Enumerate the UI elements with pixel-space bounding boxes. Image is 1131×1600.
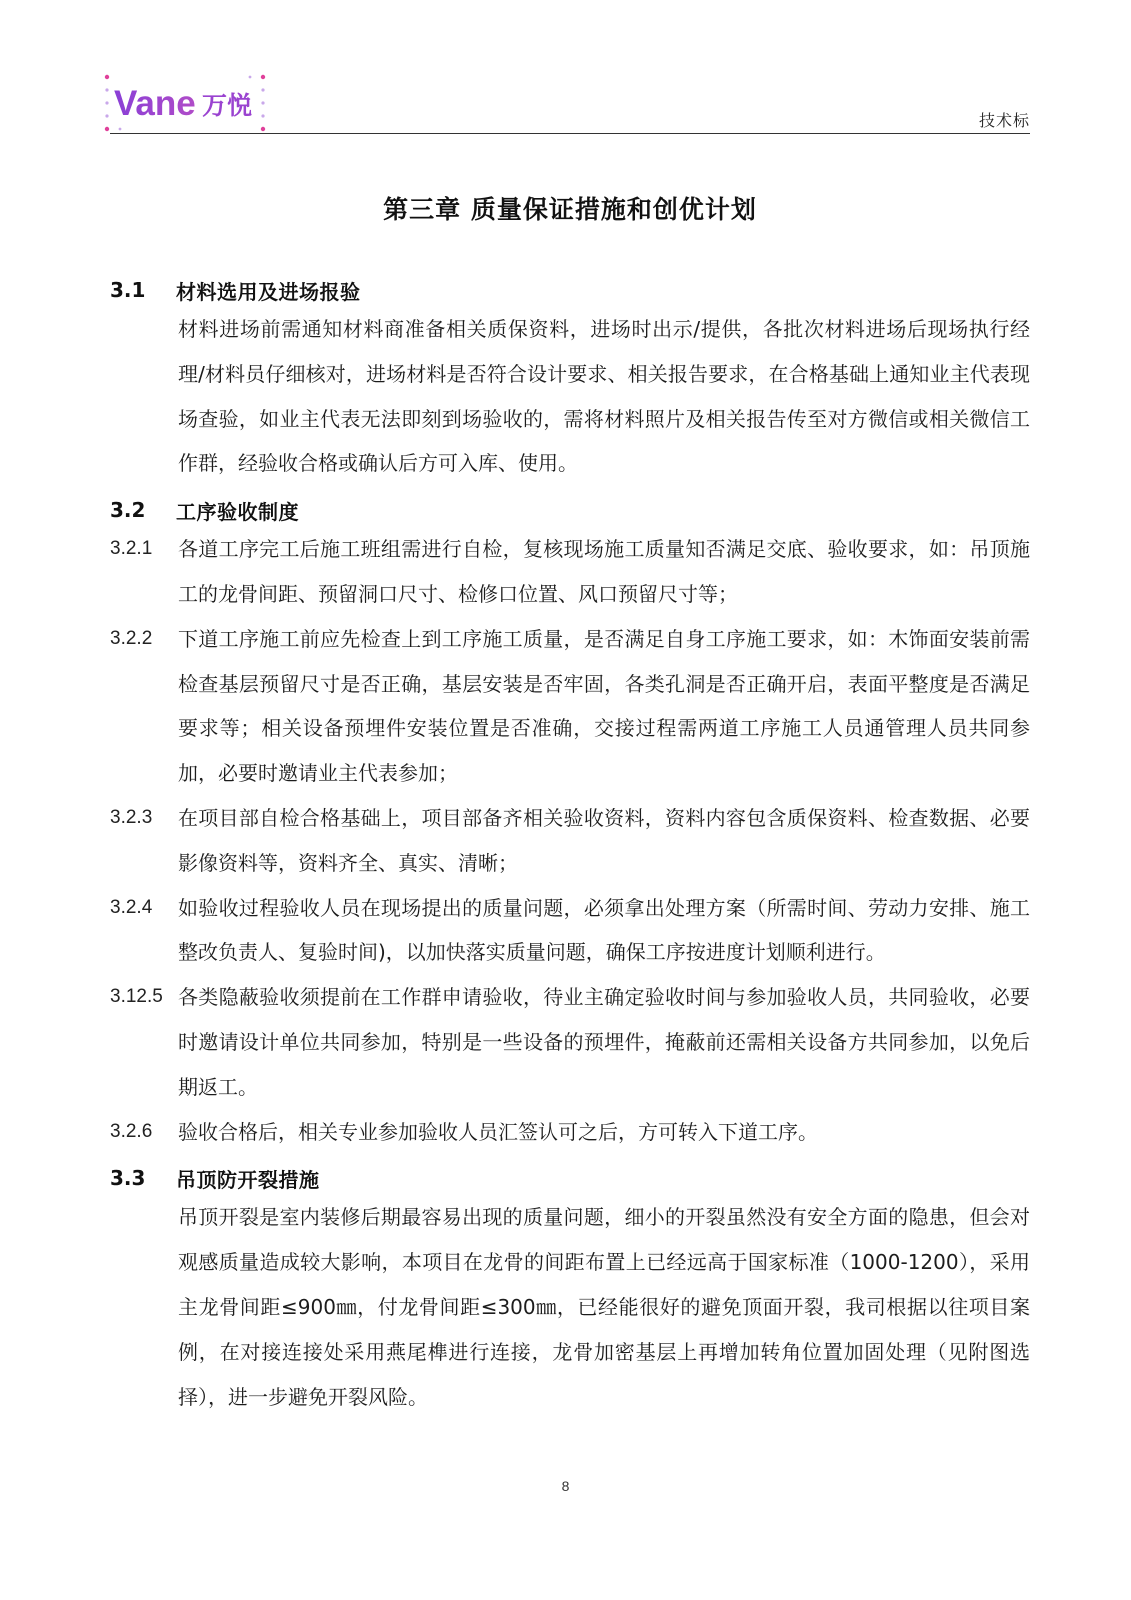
section-title: 吊顶防开裂措施 <box>176 1167 320 1192</box>
page-number: 8 <box>561 1478 570 1494</box>
header-divider <box>110 133 1030 134</box>
item-text: 各道工序完工后施工班组需进行自检，复核现场施工质量知否满足交底、验收要求，如：吊顶施工的龙骨间距、预留洞口尺寸、检修口位置、风口预留尺寸等； <box>178 537 1030 606</box>
section-3-2 <box>110 493 1030 1154</box>
list-item <box>110 617 1030 796</box>
list-item <box>110 975 1030 1109</box>
section-heading <box>110 1161 1030 1195</box>
document-body <box>110 266 1030 1419</box>
item-number: 3.2.6 <box>110 1120 153 1142</box>
section-3-1 <box>110 273 1030 486</box>
section-paragraph: 材料进场前需通知材料商准备相关质保资料，进场时出示/提供，各批次材料进场后现场执行经理/材料员仔细核对，进场材料是否符合设计要求、相关报告要求，在合格基础上通知业主代表现场查验，如业主代表无法即刻到场验收的，需将材料照片及相关报告传至对方微信或相关微信工作群，经验收合格或确认后方可入库、使用。 <box>178 317 1030 476</box>
item-number: 3.2.3 <box>110 806 153 828</box>
item-text: 验收合格后，相关专业参加验收人员汇签认可之后，方可转入下道工序。 <box>178 1119 818 1144</box>
item-text: 下道工序施工前应先检查上到工序施工质量，是否满足自身工序施工要求，如：木饰面安装前需检查基层预留尺寸是否正确，基层安装是否牢固，各类孔洞是否正确开启，表面平整度是否满足要求等；相关设备预埋件安装位置是否准确，交接过程需两道工序施工人员通管理人员共同参加，必要时邀请业主代表参加； <box>178 626 1030 786</box>
section-title: 工序验收制度 <box>176 499 299 524</box>
chapter-title: 第三章 质量保证措施和创优计划 <box>383 195 757 224</box>
section-paragraph: 吊顶开裂是室内装修后期最容易出现的质量问题，细小的开裂虽然没有安全方面的隐患，但会对观感质量造成较大影响，本项目在龙骨的间距布置上已经远高于国家标准（1000-1200），采用主龙骨间距≤900㎜，付龙骨间距≤300㎜，已经能很好的避免顶面开裂，我司根据以往项目案例，在对接连接处采用燕尾榫进行连接，龙骨加密基层上再增加转角位置加固处理（见附图选择），进一步避免开裂风险。 <box>178 1205 1030 1409</box>
logo-latin-text: Vane <box>114 84 196 123</box>
section-heading <box>110 493 1030 527</box>
document-type-label: 技术标 <box>978 111 1030 130</box>
list-item <box>110 527 1030 617</box>
vane-logo <box>104 74 266 132</box>
item-text: 在项目部自检合格基础上，项目部备齐相关验收资料，资料内容包含质保资料、检查数据、必要影像资料等，资料齐全、真实、清晰； <box>178 805 1030 875</box>
section-title: 材料选用及进场报验 <box>176 279 361 304</box>
item-text: 如验收过程验收人员在现场提出的质量问题，必须拿出处理方案（所需时间、劳动力安排、施工整改负责人、复验时间)，以加快落实质量问题，确保工序按进度计划顺利进行。 <box>178 895 1030 965</box>
item-text: 各类隐蔽验收须提前在工作群申请验收，待业主确定验收时间与参加验收人员，共同验收，必要时邀请设计单位共同参加，特别是一些设备的预埋件，掩蔽前还需相关设备方共同参加，以免后期返工。 <box>178 985 1030 1099</box>
section-number: 3.3 <box>110 1166 146 1191</box>
list-item <box>110 796 1030 886</box>
section-heading <box>110 273 1030 307</box>
section-3-3 <box>110 1161 1030 1419</box>
item-number: 3.12.5 <box>110 986 163 1008</box>
item-number: 3.2.1 <box>110 538 153 560</box>
section-number: 3.1 <box>110 278 146 302</box>
item-number: 3.2.4 <box>110 896 153 918</box>
item-number: 3.2.2 <box>110 627 153 649</box>
logo-cn-text: 万悦 <box>202 91 253 120</box>
section-number: 3.2 <box>110 498 146 523</box>
list-item <box>110 886 1030 976</box>
list-item <box>110 1110 1030 1155</box>
